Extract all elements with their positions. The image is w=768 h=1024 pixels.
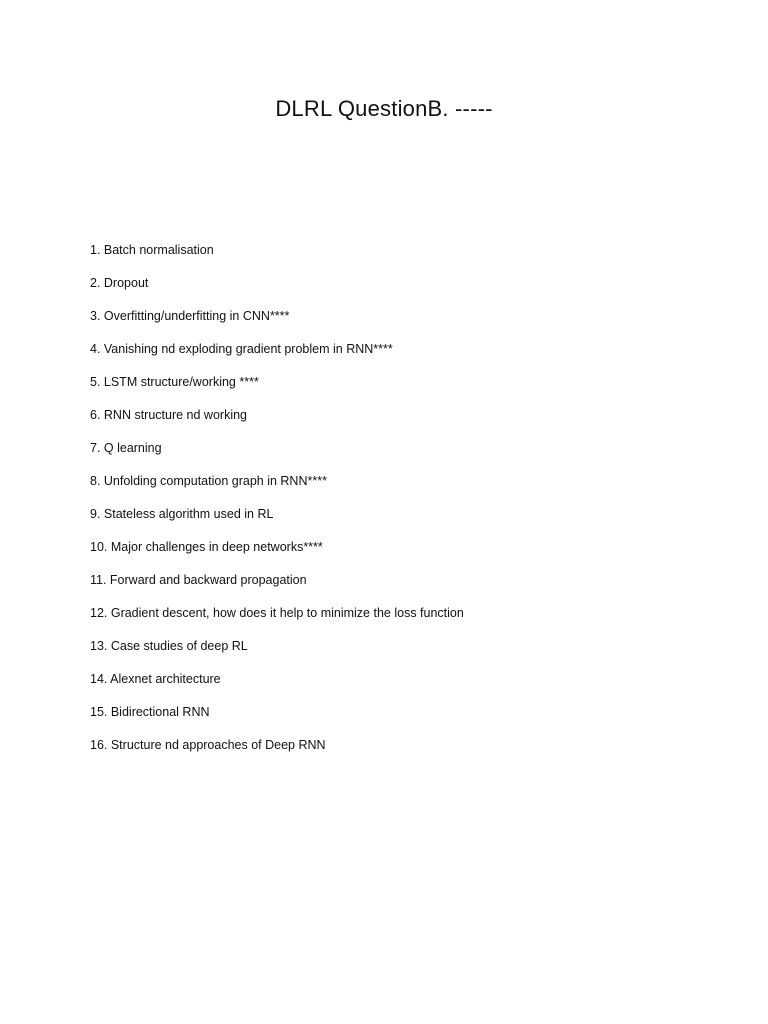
question-item: 8. Unfolding computation graph in RNN**** <box>90 474 327 488</box>
question-item: 1. Batch normalisation <box>90 243 214 257</box>
question-item: 3. Overfitting/underfitting in CNN**** <box>90 309 290 323</box>
question-item: 4. Vanishing nd exploding gradient problem in RNN**** <box>90 342 393 356</box>
question-item: 9. Stateless algorithm used in RL <box>90 507 274 521</box>
question-item: 13. Case studies of deep RL <box>90 639 248 653</box>
question-item: 11. Forward and backward propagation <box>90 573 307 587</box>
question-item: 7. Q learning <box>90 441 162 455</box>
question-item: 5. LSTM structure/working **** <box>90 375 259 389</box>
question-item: 14. Alexnet architecture <box>90 672 221 686</box>
question-list <box>90 240 464 768</box>
question-item: 2. Dropout <box>90 276 149 290</box>
question-item: 15. Bidirectional RNN <box>90 705 210 719</box>
document-title: DLRL QuestionB. ----- <box>275 96 493 121</box>
question-item: 6. RNN structure nd working <box>90 408 248 422</box>
question-item: 10. Major challenges in deep networks**** <box>90 540 323 554</box>
question-item: 12. Gradient descent, how does it help to minimize the loss function <box>90 606 464 620</box>
question-item: 16. Structure nd approaches of Deep RNN <box>90 738 326 752</box>
